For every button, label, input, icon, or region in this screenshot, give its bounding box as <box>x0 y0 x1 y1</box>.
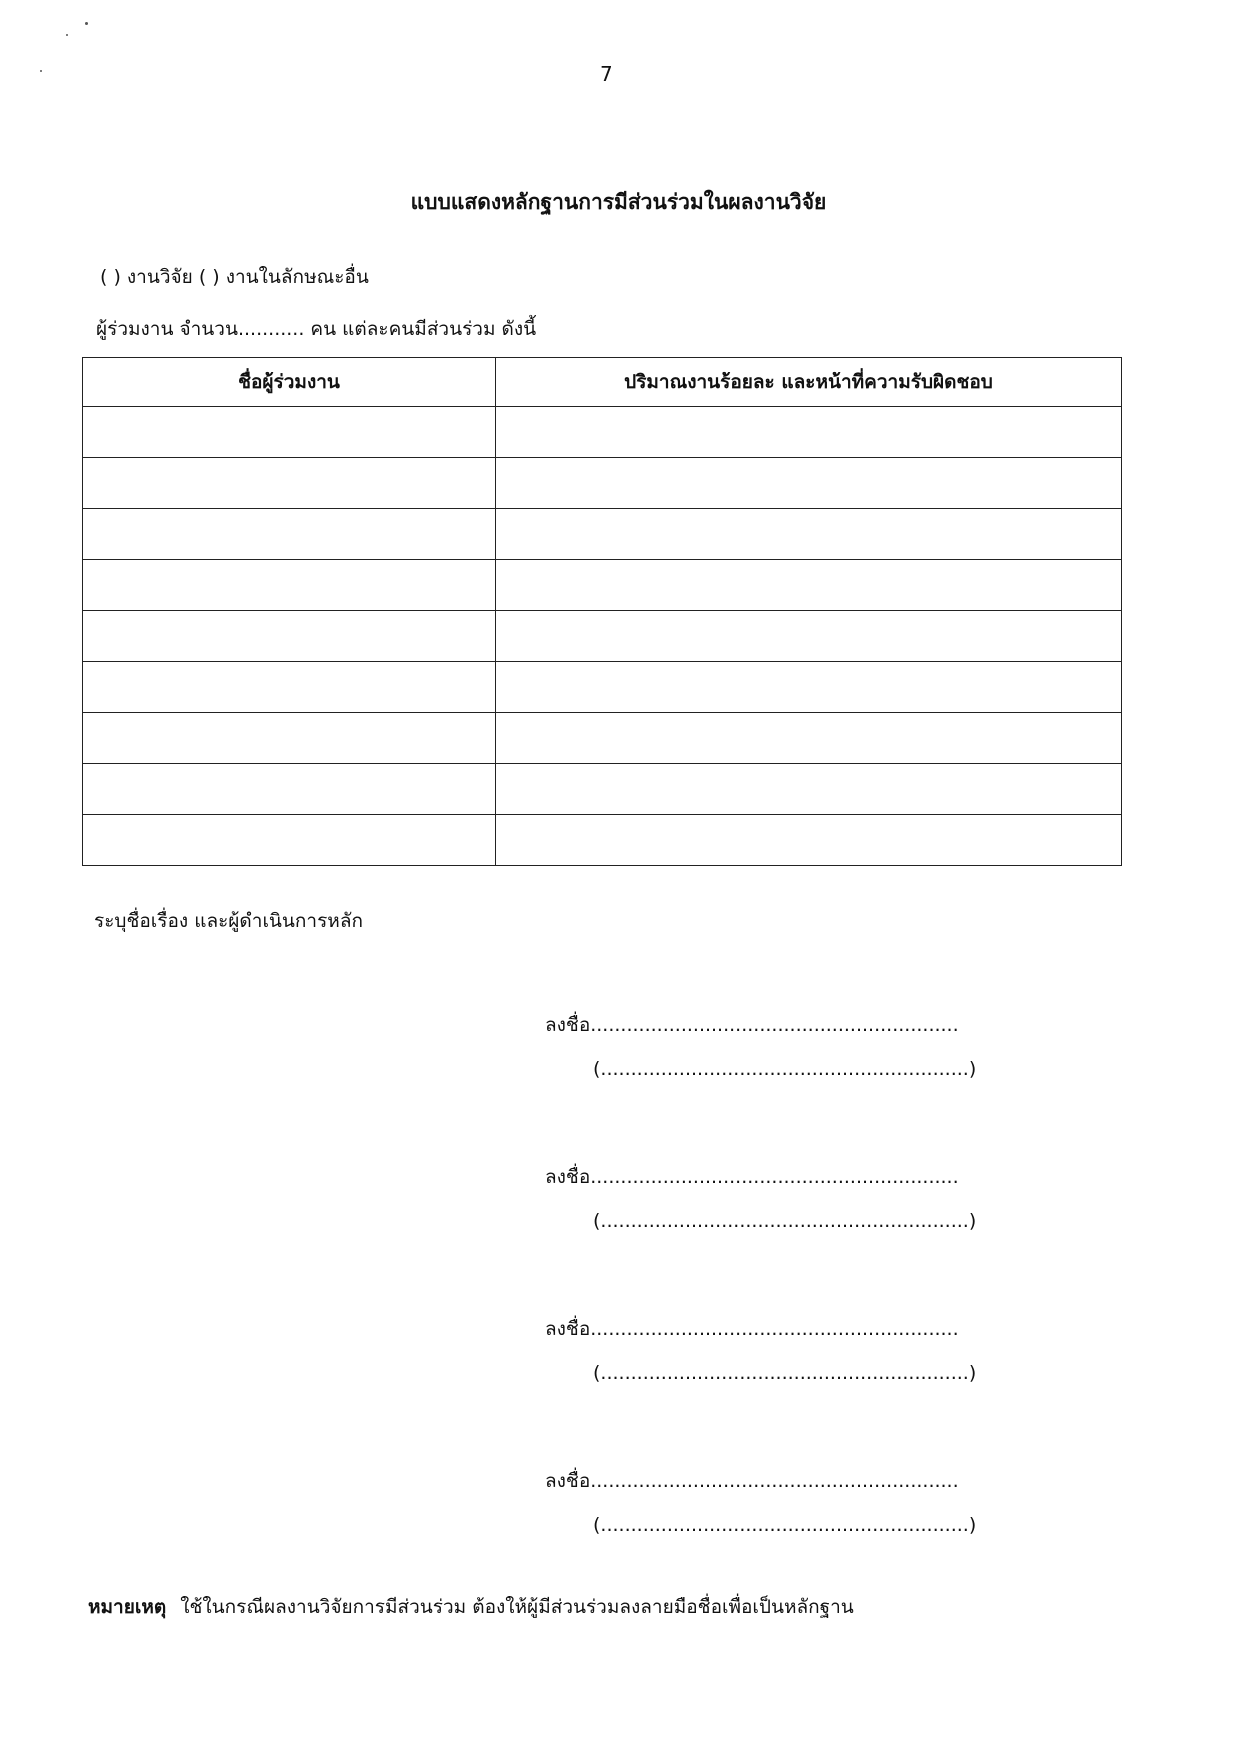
printed-name-line[interactable]: (.............................................................) <box>593 1514 977 1536</box>
participants-table <box>82 357 1122 866</box>
signature-line[interactable]: ลงชื่อ............................................................. <box>545 1318 959 1340</box>
header-workload-responsibility: ปริมาณงานร้อยละ และหน้าที่ความรับผิดชอบ <box>496 358 1122 407</box>
participant-name-cell[interactable] <box>83 662 496 713</box>
table-row <box>83 662 1122 713</box>
table-row <box>83 713 1122 764</box>
header-participant-name: ชื่อผู้ร่วมงาน <box>83 358 496 407</box>
footnote <box>88 1592 854 1622</box>
page-number: 7 <box>600 62 613 86</box>
table-row <box>83 509 1122 560</box>
document-title: แบบแสดงหลักฐานการมีส่วนร่วมในผลงานวิจัย <box>410 190 827 214</box>
work-type-options: ( ) งานวิจัย ( ) งานในลักษณะอื่น <box>100 266 369 288</box>
table-row <box>83 560 1122 611</box>
topic-line: ระบุชื่อเรื่อง และผู้ดำเนินการหลัก <box>94 910 363 932</box>
printed-name-line[interactable]: (.............................................................) <box>593 1058 977 1080</box>
workload-cell[interactable] <box>496 611 1122 662</box>
scan-speck <box>66 34 68 36</box>
printed-name-line[interactable]: (.............................................................) <box>593 1362 977 1384</box>
participant-name-cell[interactable] <box>83 815 496 866</box>
participant-name-cell[interactable] <box>83 560 496 611</box>
table-row <box>83 407 1122 458</box>
workload-cell[interactable] <box>496 764 1122 815</box>
scan-speck <box>85 22 88 25</box>
signature-line[interactable]: ลงชื่อ............................................................. <box>545 1014 959 1036</box>
workload-cell[interactable] <box>496 458 1122 509</box>
participant-name-cell[interactable] <box>83 611 496 662</box>
footnote-label: หมายเหตุ <box>88 1596 167 1618</box>
scan-speck <box>40 70 42 72</box>
workload-cell[interactable] <box>496 509 1122 560</box>
table-row <box>83 611 1122 662</box>
workload-cell[interactable] <box>496 815 1122 866</box>
table-row <box>83 815 1122 866</box>
signature-line[interactable]: ลงชื่อ............................................................. <box>545 1470 959 1492</box>
table-row <box>83 458 1122 509</box>
workload-cell[interactable] <box>496 713 1122 764</box>
participants-count-line: ผู้ร่วมงาน จำนวน........... คน แต่ละคนมีส่วนร่วม ดังนี้ <box>96 318 537 340</box>
workload-cell[interactable] <box>496 407 1122 458</box>
signature-line[interactable]: ลงชื่อ............................................................. <box>545 1166 959 1188</box>
table-header-row <box>83 358 1122 407</box>
table-row <box>83 764 1122 815</box>
participant-name-cell[interactable] <box>83 713 496 764</box>
participant-name-cell[interactable] <box>83 764 496 815</box>
participant-name-cell[interactable] <box>83 509 496 560</box>
workload-cell[interactable] <box>496 560 1122 611</box>
printed-name-line[interactable]: (.............................................................) <box>593 1210 977 1232</box>
footnote-text: ใช้ในกรณีผลงานวิจัยการมีส่วนร่วม ต้องให้ผู้มีส่วนร่วมลงลายมือชื่อเพื่อเป็นหลักฐาน <box>180 1596 854 1618</box>
workload-cell[interactable] <box>496 662 1122 713</box>
participant-name-cell[interactable] <box>83 458 496 509</box>
participant-name-cell[interactable] <box>83 407 496 458</box>
